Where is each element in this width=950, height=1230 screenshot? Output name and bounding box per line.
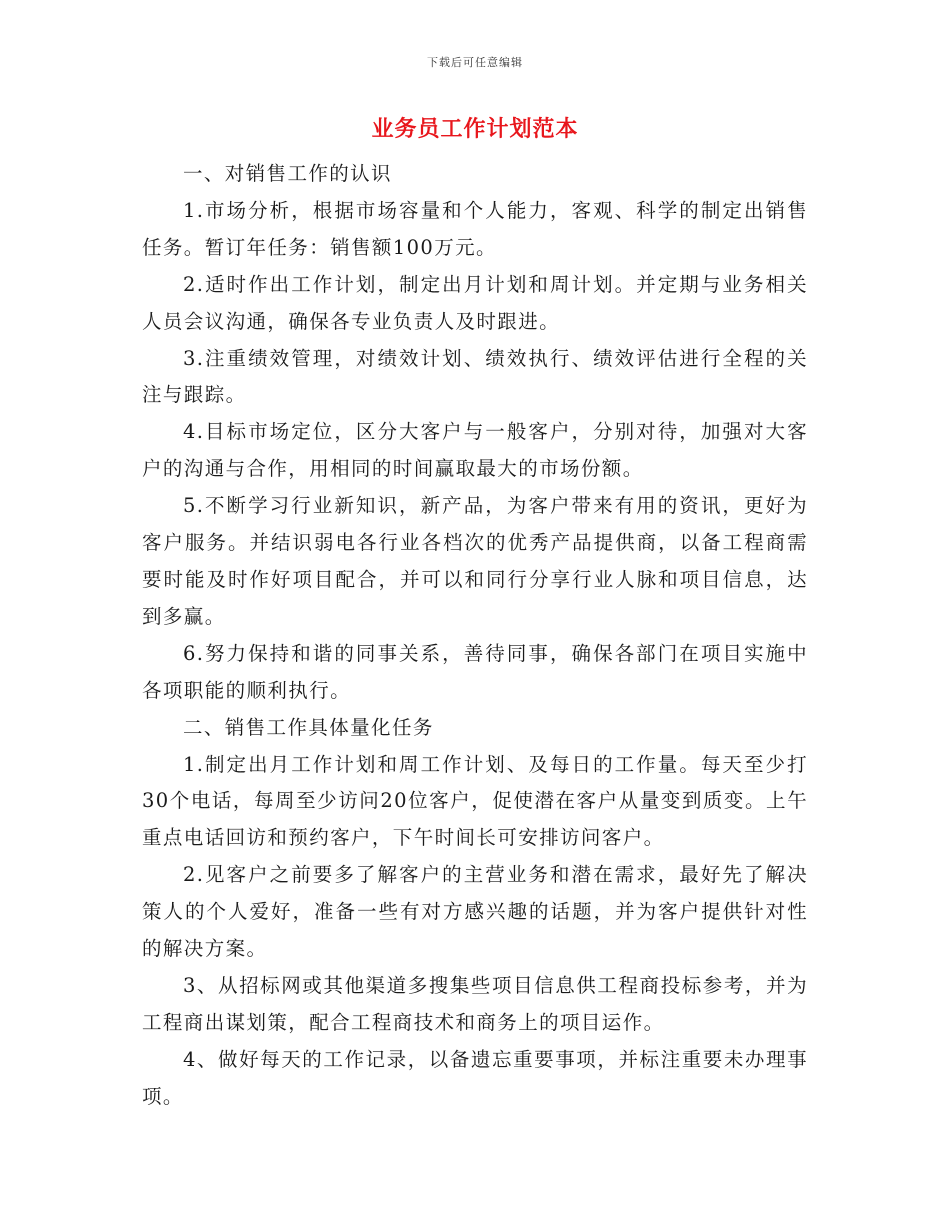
paragraph: 2.适时作出工作计划，制定出月计划和周计划。并定期与业务相关人员会议沟通，确保各专业负责人及时跟进。 — [142, 272, 808, 333]
section-heading-2: 二、销售工作具体量化任务 — [182, 715, 434, 739]
header-note: 下载后可任意编辑 — [427, 56, 523, 69]
paragraph: 4.目标市场定位，区分大客户与一般客户，分别对待，加强对大客户的沟通与合作，用相同的时间赢取最大的市场份额。 — [142, 420, 808, 481]
paragraph: 3、从招标网或其他渠道多搜集些项目信息供工程商投标参考，并为工程商出谋划策，配合工程商技术和商务上的项目运作。 — [142, 973, 808, 1034]
document-body — [142, 156, 808, 1116]
paragraph: 2.见客户之前要多了解客户的主营业务和潜在需求，最好先了解决策人的个人爱好，准备一些有对方感兴趣的话题，并为客户提供针对性的解决方案。 — [142, 863, 808, 961]
paragraph: 5.不断学习行业新知识，新产品，为客户带来有用的资讯，更好为客户服务。并结识弱电各行业各档次的优秀产品提供商，以备工程商需要时能及时作好项目配合，并可以和同行分享行业人脉和项目信息，达到多赢。 — [142, 494, 808, 628]
document-title: 业务员工作计划范本 — [371, 116, 579, 142]
paragraph: 6.努力保持和谐的同事关系，善待同事，确保各部门在项目实施中各项职能的顺利执行。 — [142, 641, 808, 702]
section-heading-1: 一、对销售工作的认识 — [182, 162, 392, 185]
paragraph: 3.注重绩效管理，对绩效计划、绩效执行、绩效评估进行全程的关注与跟踪。 — [142, 346, 808, 407]
paragraph: 1.市场分析，根据市场容量和个人能力，客观、科学的制定出销售任务。暂订年任务：销售额100万元。 — [142, 198, 808, 259]
paragraph: 1.制定出月工作计划和周工作计划、及每日的工作量。每天至少打30个电话，每周至少访问20位客户，促使潜在客户从量变到质变。上午重点电话回访和预约客户，下午时间长可安排访问客户。 — [142, 752, 808, 850]
paragraph: 4、做好每天的工作记录，以备遗忘重要事项，并标注重要未办理事项。 — [142, 1047, 808, 1108]
